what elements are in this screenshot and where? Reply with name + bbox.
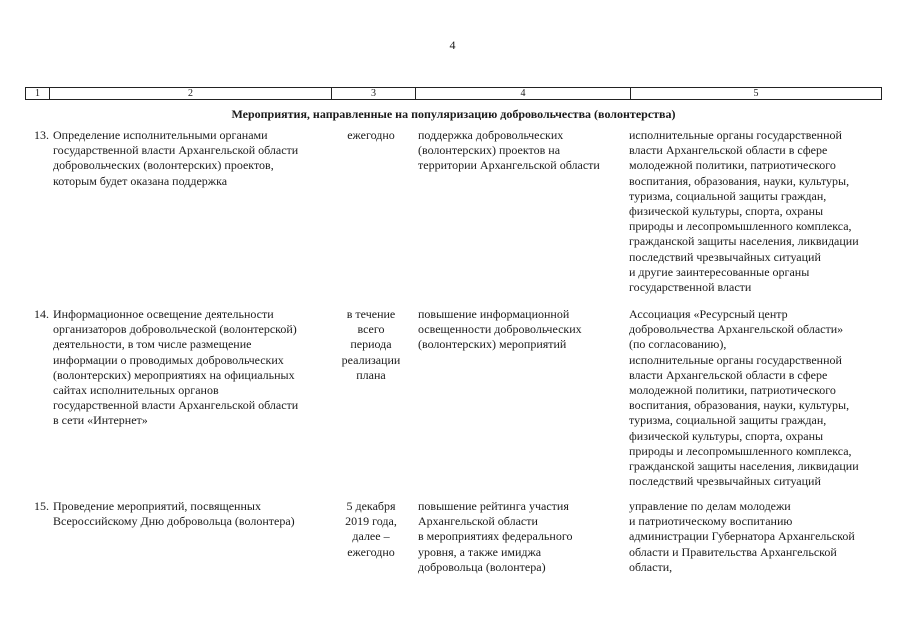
activity-name-line: информации о проводимых добровольческих — [53, 352, 284, 367]
expected-result-line: повышение рейтинга участия — [418, 499, 569, 513]
responsible-executor-line: гражданской защиты населения, ликвидации — [629, 459, 859, 474]
column-number-2: 2 — [50, 88, 332, 99]
page-number: 4 — [449, 38, 456, 52]
responsible-executor — [629, 307, 882, 489]
expected-result-line: повышение информационной — [418, 307, 570, 321]
expected-result-line: территории Архангельской области — [418, 158, 600, 173]
row-number: 13. — [34, 128, 49, 142]
responsible-executor-line: молодежной политики, патриотического — [629, 383, 836, 398]
responsible-executor-line: власти Архангельской области в сфере — [629, 143, 828, 158]
responsible-executor-line: и патриотическому воспитанию — [629, 514, 793, 529]
expected-result — [418, 307, 618, 353]
deadline-line: в течение — [346, 307, 396, 321]
deadline — [331, 307, 411, 383]
responsible-executor-line: последствий чрезвычайных ситуаций — [629, 249, 821, 264]
activity-name-line: которым будет оказана поддержка — [53, 173, 228, 188]
column-number-1: 1 — [26, 88, 50, 99]
responsible-executor-line: туризма, социальной защиты граждан, — [629, 413, 827, 428]
deadline-line: 2019 года, — [345, 514, 397, 529]
responsible-executor-line: области, — [629, 559, 673, 574]
activity-name-line: добровольческих (волонтерских) проектов, — [53, 158, 274, 173]
table-column-header-row — [25, 87, 882, 100]
deadline — [331, 499, 411, 560]
deadline-line: плана — [356, 367, 386, 382]
section-title: Мероприятия, направленные на популяризацию добровольчества (волонтерства) — [231, 107, 676, 121]
activity-name-line: в сети «Интернет» — [53, 413, 148, 428]
responsible-executor-line: добровольчества Архангельской области» — [629, 322, 844, 337]
deadline-line: ежегодно — [347, 544, 395, 559]
expected-result-line: Архангельской области — [418, 514, 538, 529]
column-number-4: 4 — [416, 88, 631, 99]
responsible-executor-line: последствий чрезвычайных ситуаций — [629, 474, 821, 489]
activity-name — [53, 128, 331, 189]
responsible-executor-line: власти Архангельской области в сфере — [629, 367, 828, 382]
expected-result — [418, 128, 618, 174]
responsible-executor-line: гражданской защиты населения, ликвидации — [629, 234, 859, 249]
column-number-3: 3 — [332, 88, 416, 99]
responsible-executor-line: исполнительные органы государственной — [629, 352, 842, 367]
responsible-executor-line: физической культуры, спорта, охраны — [629, 428, 824, 443]
row-number: 15. — [34, 499, 49, 513]
expected-result-line: (волонтерских) проектов на — [418, 143, 561, 158]
expected-result-line: добровольца (волонтера) — [418, 559, 546, 574]
responsible-executor-line: воспитания, образования, науки, культуры, — [629, 173, 850, 188]
expected-result-line: в мероприятиях федерального — [418, 529, 573, 544]
responsible-executor-line: природы и лесопромышленного комплекса, — [629, 219, 852, 234]
activity-name-line: государственной власти Архангельской области — [53, 143, 299, 158]
responsible-executor-line: и другие заинтересованные органы — [629, 264, 810, 279]
responsible-executor-line: администрации Губернатора Архангельской — [629, 529, 855, 544]
activity-name-line: организаторов добровольческой (волонтерской) — [53, 322, 297, 337]
responsible-executor-line: физической культуры, спорта, охраны — [629, 204, 824, 219]
responsible-executor-line: управление по делам молодежи — [629, 499, 791, 513]
responsible-executor — [629, 499, 882, 575]
activity-name-line: Информационное освещение деятельности — [53, 307, 274, 321]
responsible-executor-line: природы и лесопромышленного комплекса, — [629, 443, 852, 458]
activity-name-line: Определение исполнительными органами — [53, 128, 268, 142]
responsible-executor-line: исполнительные органы государственной — [629, 128, 842, 142]
responsible-executor-line: молодежной политики, патриотического — [629, 158, 836, 173]
responsible-executor-line: (по согласованию), — [629, 337, 727, 352]
activity-name — [53, 499, 331, 529]
responsible-executor-line: государственной власти — [629, 280, 752, 295]
deadline-line: ежегодно — [347, 128, 395, 142]
responsible-executor-line: Ассоциация «Ресурсный центр — [629, 307, 788, 321]
responsible-executor-line: туризма, социальной защиты граждан, — [629, 188, 827, 203]
expected-result — [418, 499, 618, 575]
activity-name-line: Всероссийскому Дню добровольца (волонтера) — [53, 514, 295, 529]
column-number-5: 5 — [753, 88, 759, 99]
expected-result-line: освещенности добровольческих — [418, 322, 582, 337]
deadline-line: 5 декабря — [346, 499, 396, 513]
deadline — [331, 128, 411, 143]
responsible-executor-line: области и Правительства Архангельской — [629, 544, 837, 559]
expected-result-line: уровня, а также имиджа — [418, 544, 542, 559]
responsible-executor-line: воспитания, образования, науки, культуры, — [629, 398, 850, 413]
responsible-executor — [629, 128, 882, 295]
activity-name-line: сайтах исполнительных органов — [53, 383, 219, 398]
activity-name-line: Проведение мероприятий, посвященных — [53, 499, 261, 513]
activity-name-line: (волонтерских) мероприятиях на официальных — [53, 367, 295, 382]
activity-name-line: государственной власти Архангельской области — [53, 398, 299, 413]
deadline-line: реализации — [341, 352, 401, 367]
deadline-line: всего — [357, 322, 385, 337]
activity-name — [53, 307, 331, 429]
row-number: 14. — [34, 307, 49, 321]
deadline-line: далее – — [352, 529, 390, 544]
expected-result-line: (волонтерских) мероприятий — [418, 337, 567, 352]
expected-result-line: поддержка добровольческих — [418, 128, 564, 142]
deadline-line: периода — [350, 337, 392, 352]
activity-name-line: деятельности, в том числе размещение — [53, 337, 252, 352]
